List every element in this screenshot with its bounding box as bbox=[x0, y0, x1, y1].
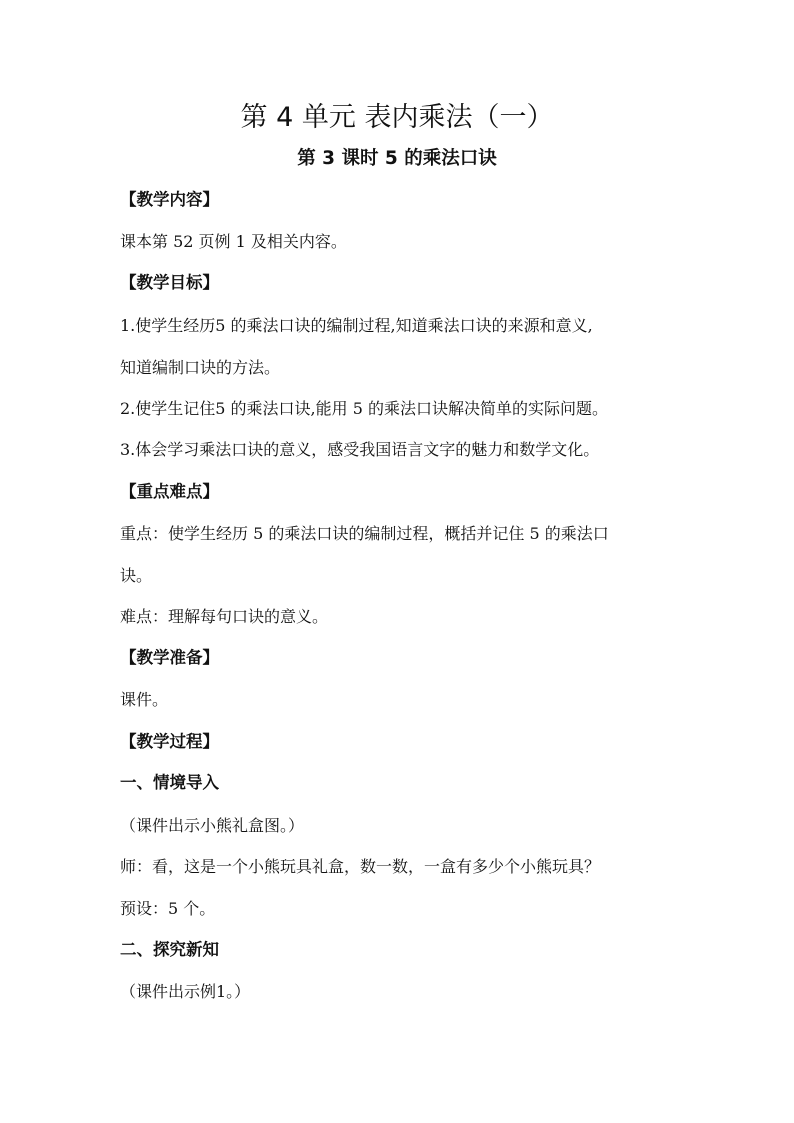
difficulty-text: 难点：理解每句口诀的意义。 bbox=[120, 607, 329, 626]
objective-2: 2.使学生记住5 的乘法口诀,能用 5 的乘法口诀解决简单的实际问题。 bbox=[120, 399, 608, 418]
process-part-1-line-1: （课件出示小熊礼盒图。） bbox=[120, 816, 305, 835]
document-title: 第 4 单元 表内乘法（一） bbox=[240, 102, 554, 133]
objective-3: 3.体会学习乘法口诀的意义，感受我国语言文字的魅力和数学文化。 bbox=[120, 440, 600, 459]
section-heading-preparation: 【教学准备】 bbox=[120, 648, 219, 667]
objective-1-line-1: 1.使学生经历5 的乘法口诀的编制过程,知道乘法口诀的来源和意义, bbox=[120, 316, 593, 335]
content-text: 课本第 52 页例 1 及相关内容。 bbox=[120, 232, 347, 251]
lesson-subtitle: 第 3 课时 5 的乘法口诀 bbox=[297, 148, 497, 169]
objective-1-line-2: 知道编制口诀的方法。 bbox=[120, 358, 281, 377]
key-point-line-2: 诀。 bbox=[120, 566, 153, 585]
process-part-1-line-2: 师：看，这是一个小熊玩具礼盒，数一数，一盒有多少个小熊玩具？ bbox=[120, 857, 601, 876]
key-point-line-1: 重点：使学生经历 5 的乘法口诀的编制过程，概括并记住 5 的乘法口 bbox=[120, 524, 609, 543]
process-part-1-heading: 一、情境导入 bbox=[120, 773, 219, 792]
section-heading-process: 【教学过程】 bbox=[120, 732, 219, 751]
process-part-2-heading: 二、探究新知 bbox=[120, 940, 219, 959]
process-part-2-line-1: （课件出示例1。） bbox=[120, 982, 251, 1001]
section-heading-objectives: 【教学目标】 bbox=[120, 273, 219, 292]
process-part-1-line-3: 预设：5 个。 bbox=[120, 899, 216, 918]
section-heading-content: 【教学内容】 bbox=[120, 190, 219, 209]
preparation-text: 课件。 bbox=[120, 690, 169, 709]
section-heading-key-points: 【重点难点】 bbox=[120, 482, 219, 501]
